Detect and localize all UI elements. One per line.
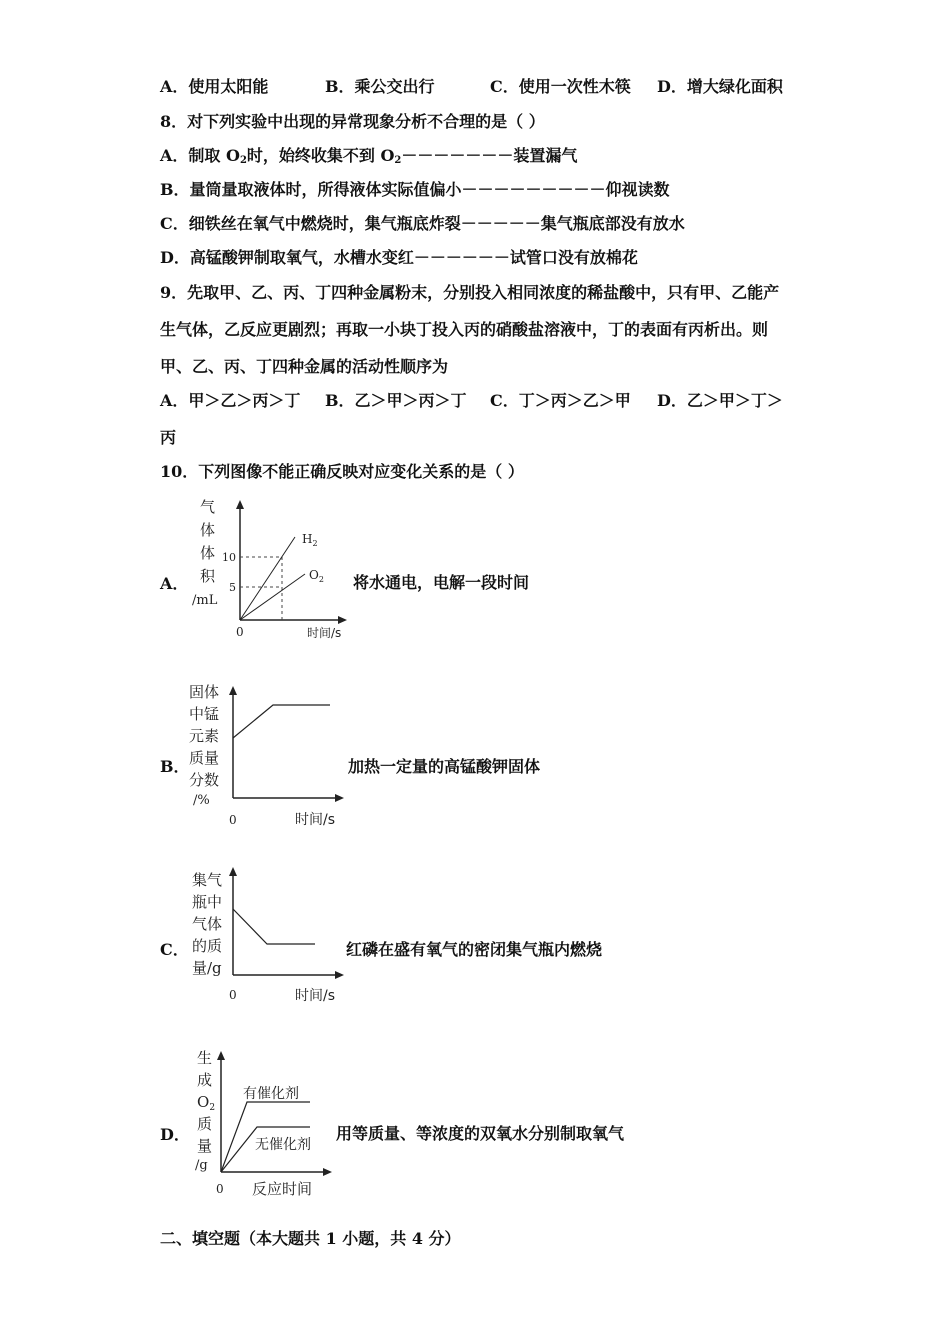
q10-a-ylabel-2: 体	[200, 521, 216, 539]
q10-d-y-arrow	[217, 1051, 225, 1060]
q10-b-graph	[185, 680, 355, 830]
q10-a-origin: 0	[236, 625, 244, 639]
q10-a-o2-line	[240, 574, 305, 620]
q10-c-origin: 0	[229, 988, 237, 1002]
q9-stem-line3: 甲、乙、丙、丁四种金属的活动性顺序为	[160, 357, 449, 376]
q10-d-ylabel-6: /g	[195, 1158, 208, 1173]
q8-stem: 8．对下列实验中出现的异常现象分析不合理的是（ ）	[160, 112, 545, 131]
q10-b-ylabel-4: 质量	[189, 749, 220, 767]
q10-b-desc: 加热一定量的高锰酸钾固体	[348, 757, 541, 776]
q7-option-d: D．增大绿化面积	[657, 77, 783, 96]
q10-a-xlabel: 时间/s	[307, 626, 342, 640]
q10-b-ylabel-5: 分数	[189, 771, 220, 789]
q9-option-d-wrap: 丙	[160, 428, 177, 447]
q10-c-ylabel-5: 量/g	[192, 959, 222, 977]
q7-option-b: B．乘公交出行	[325, 77, 435, 96]
q8-option-c: C．细铁丝在氧气中燃烧时，集气瓶底炸裂－－－－－集气瓶底部没有放水	[160, 214, 685, 233]
q10-a-label: A．	[160, 574, 189, 593]
q10-d-origin: 0	[216, 1182, 224, 1196]
q10-a-ylabel-1: 气	[200, 498, 216, 516]
q8-option-b: B．量筒量取液体时，所得液体实际值偏小－－－－－－－－－仰视读数	[160, 180, 670, 199]
q10-b-origin: 0	[229, 813, 237, 827]
q10-d-xlabel: 反应时间	[252, 1180, 313, 1198]
q10-d-x-arrow	[323, 1168, 332, 1176]
q10-c-ylabel-3: 气体	[192, 915, 223, 933]
q10-d-ylabel-5: 量	[197, 1137, 213, 1155]
q10-c-y-arrow	[229, 867, 237, 876]
q10-c-xlabel: 时间/s	[295, 988, 336, 1004]
q10-d-desc: 用等质量、等浓度的双氧水分别制取氧气	[336, 1124, 625, 1143]
q10-stem: 10．下列图像不能正确反映对应变化关系的是（ ）	[160, 462, 524, 481]
q10-a-desc: 将水通电，电解一段时间	[353, 573, 530, 592]
q10-a-h2-label: $H_2$	[302, 532, 318, 548]
q10-c-x-arrow	[335, 971, 344, 979]
q9-option-a: A．甲＞乙＞丙＞丁	[160, 391, 301, 410]
q10-d-curve2-label: 无催化剂	[255, 1137, 311, 1153]
q10-c-label: C．	[160, 940, 189, 959]
q10-d-ylabel-1: 生	[197, 1049, 213, 1067]
q9-option-b: B．乙＞甲＞丙＞丁	[325, 391, 467, 410]
q10-a-ylabel-5: /mL	[192, 593, 218, 608]
q10-c-ylabel-1: 集气	[192, 871, 223, 889]
q10-a-tick-5: 5	[229, 581, 236, 594]
q10-b-ylabel-1: 固体	[189, 683, 220, 701]
q10-d-ylabel-2: 成	[197, 1071, 213, 1089]
q10-a-ylabel-3: 体	[200, 544, 216, 562]
q10-c-graph	[185, 863, 355, 1008]
q10-b-curve	[233, 705, 330, 738]
q10-b-ylabel-6: /%	[193, 793, 210, 808]
q10-b-ylabel-3: 元素	[189, 727, 220, 745]
q9-option-c: C．丁＞丙＞乙＞甲	[490, 391, 631, 410]
q10-a-tick-10: 10	[222, 551, 236, 564]
q10-a-graph	[185, 495, 355, 645]
q10-a-y-arrow	[236, 500, 244, 509]
q10-b-label: B．	[160, 757, 190, 776]
q10-b-ylabel-2: 中锰	[189, 705, 220, 723]
q10-c-ylabel-2: 瓶中	[192, 893, 223, 911]
q10-a-h2-line	[240, 537, 295, 620]
q10-b-x-arrow	[335, 794, 344, 802]
q10-d-curve1-label: 有催化剂	[243, 1086, 299, 1102]
q10-a-x-arrow	[338, 616, 347, 624]
q7-option-c: C．使用一次性木筷	[490, 77, 631, 96]
q10-c-desc: 红磷在盛有氧气的密闭集气瓶内燃烧	[346, 940, 603, 959]
q10-b-xlabel: 时间/s	[295, 812, 336, 828]
section2-heading: 二、填空题（本大题共 1 小题，共 4 分）	[160, 1229, 461, 1248]
q8-option-d: D．高锰酸钾制取氧气，水槽水变红－－－－－－试管口没有放棉花	[160, 248, 638, 267]
q10-c-curve	[233, 909, 315, 944]
q9-stem-line1: 9．先取甲、乙、丙、丁四种金属粉末，分别投入相同浓度的稀盐酸中，只有甲、乙能产	[160, 283, 780, 302]
q10-a-ylabel-4: 积	[200, 567, 216, 585]
q7-option-a: A．使用太阳能	[160, 77, 269, 96]
q10-c-ylabel-4: 的质	[192, 937, 223, 955]
q10-d-ylabel-3: $O_2$	[197, 1093, 216, 1113]
q10-a-o2-label: $O_2$	[309, 568, 324, 584]
q9-stem-line2: 生气体，乙反应更剧烈；再取一小块丁投入丙的硝酸盐溶液中，丁的表面有丙析出。则	[160, 320, 769, 339]
q10-d-ylabel-4: 质	[197, 1115, 213, 1133]
q10-b-y-arrow	[229, 686, 237, 695]
q9-option-d: D．乙＞甲＞丁＞	[657, 391, 783, 410]
q10-d-label: D．	[160, 1125, 190, 1144]
q8-option-a: A．制取 $O_2$时，始终收集不到 $O_2-------$装置漏气	[160, 146, 578, 166]
q10-d-graph	[185, 1045, 335, 1205]
